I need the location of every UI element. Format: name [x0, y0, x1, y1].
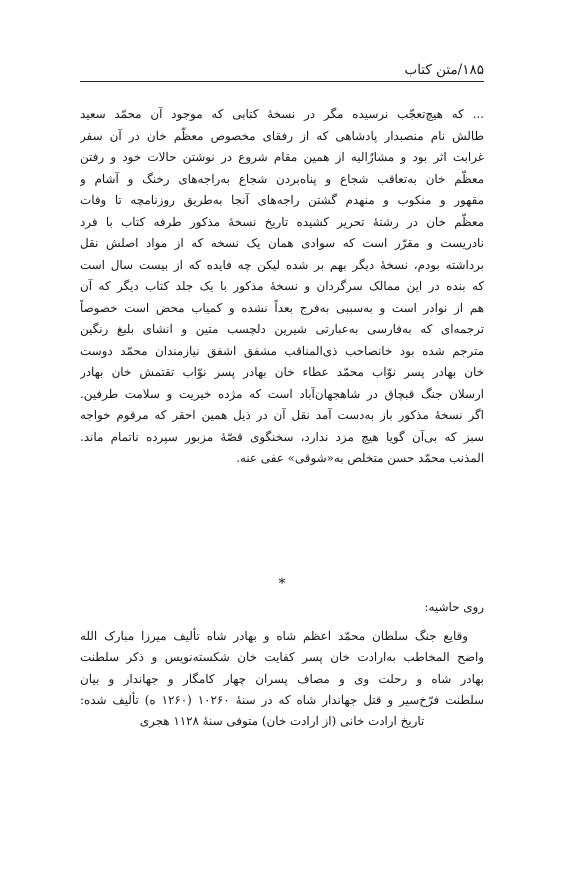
text-line: معظّم خان در رشتهٔ تحریر کشیده تاریخ نسخهٔ مذکور طرفه کتاب با فرد [80, 214, 484, 229]
section-separator-asterisk: * [278, 576, 286, 592]
text-line: سبز که بی‌آن گویا هیچ مزد ندارد، سخنگوی قصّهٔ مزبور سپرده ناتمام ماند. [80, 429, 484, 444]
margin-note-block [80, 626, 484, 732]
margin-note-label: روی حاشیه: [424, 600, 484, 614]
text-line: معظّم خان به‌تعاقب شجاع و پناه‌بردن شجاع به‌راجه‌های رخنگ و آشام و [80, 171, 484, 186]
page-header [80, 58, 484, 84]
text-line: طالش نام منصبدار پادشاهی که از رفقای مخصوص معظّم خان در آن سفر [80, 128, 484, 143]
page-number-and-section-title: ۱۸۵/متن کتاب [404, 62, 484, 78]
text-line: ترجمه‌ای که به‌فارسی به‌عبارتی شیرین دلچسب متین و انشای بلیغ رنگین [80, 322, 484, 336]
header-divider [80, 81, 484, 82]
text-line: اگر نسخهٔ مذکور باز به‌دست آمد نقل آن در ذیل همین احقر که مرقوم خواجه [80, 408, 484, 422]
text-line-signature: المذنب محمّد حسن متخلص به«شوقی» عفی عنه. [236, 451, 484, 465]
margin-note-line: واضح المخاطب به‌ارادت خان پسر کفایت خان شکسته‌نویس و ذکر سلطنت [80, 650, 484, 665]
text-line: مترجم شده بود خانصاحب ذی‌المناقب مشفق اشفق نیازمندان محمّد دوست [80, 343, 484, 358]
margin-note-line: وقایع جنگ سلطان محمّد اعظم شاه و بهادر شاه تألیف میرزا مبارک الله [80, 629, 468, 643]
text-line: نادریست و مقرّر است که سوادی همان یک نسخه که از مواد اصلش نقل [80, 236, 484, 250]
margin-note-line: سلطنت فرّخ‌سیر و قتل جهاندار شاه که در سنهٔ ۱۰۲۶۰ (۱۲۶۰ ه) تألیف شده: [80, 692, 484, 707]
text-line: برداشته بودم، نسخهٔ دیگر بهم بر شده لیکن چه فایده که از بیست سال است [80, 257, 484, 272]
margin-note-line: بهادر شاه و رحلت وی و مصاف پسران چهار کامگار و جهاندار و بیان [80, 671, 484, 686]
text-line: ... که هیچ‌تعجّب نرسیده مگر در نسخهٔ کتابی که موجود آن محمّد سعید [80, 107, 484, 121]
text-line: مقهور و منکوب و منهدم گشتن راجه‌های آنجا به‌طریق روزنامچه تا وفات [80, 193, 484, 207]
text-line: ارسلان جنگ قبچاق در شاهجهان‌آباد است که مژده خیریت و سلامت طرفین. [80, 386, 484, 401]
text-line: هم از نوادر است و به‌سببی به‌فرج بعداً نشده و کمیاب محض است خصوصاً [80, 300, 484, 315]
main-text-block [80, 104, 484, 470]
text-line: که بنده در این ممالک سرگردان و نسخهٔ مذکور با یک جلد کتاب دیگر که آن [80, 279, 484, 293]
text-line: غرابت اثر بود و مشارٌالیه از همین مقام شروع در نوشتن حالات خود و رفتن [80, 150, 484, 164]
text-line: خان بهادر پسر نوّاب محمّد عطاء خان بهادر پسر نوّاب تقتمش خان بهادر [80, 365, 484, 379]
margin-note-line-title: تاریخ ارادت خانی (از ارادت خان) متوفی سنهٔ ۱۱۲۸ هجری [139, 714, 425, 729]
